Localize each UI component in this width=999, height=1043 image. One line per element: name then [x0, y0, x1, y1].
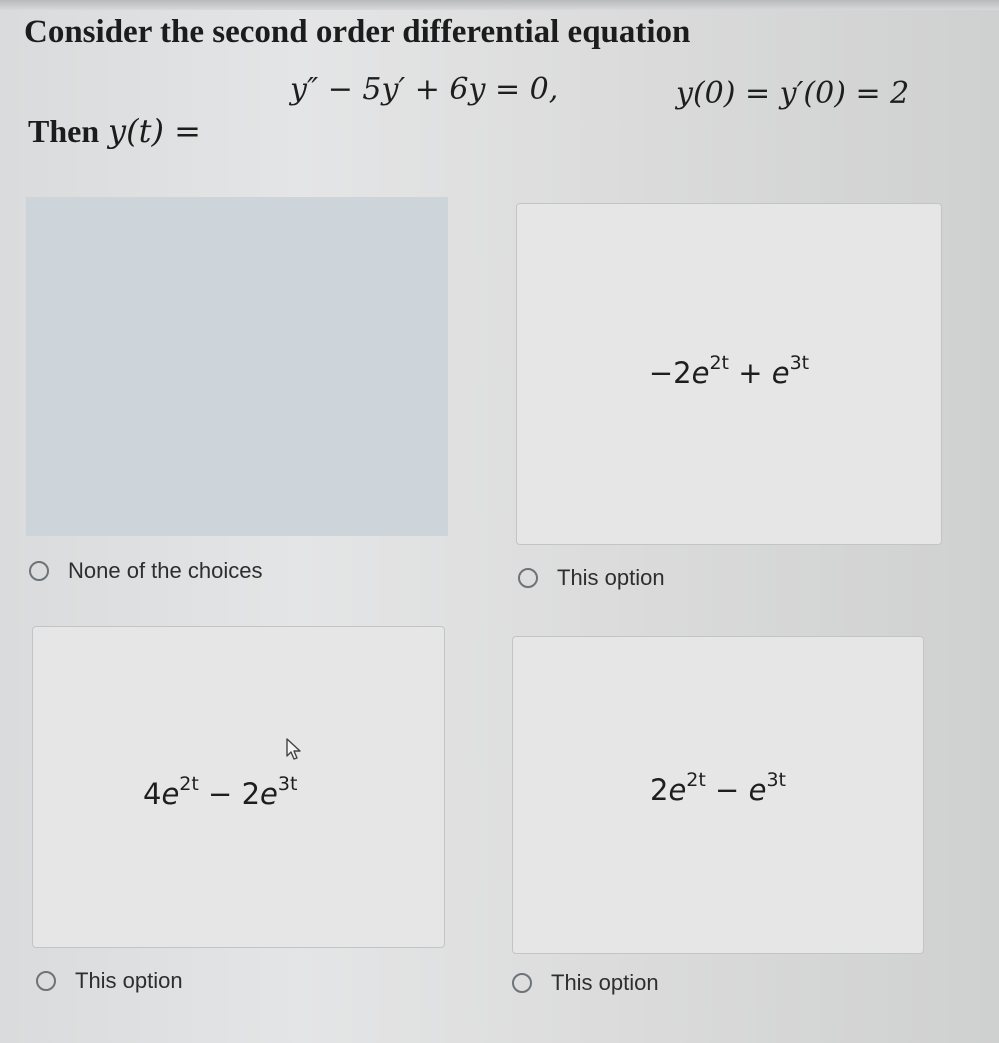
expr-base-1: e: [161, 777, 180, 811]
expr-operator: +: [729, 356, 772, 390]
expr-coef-1: 2: [650, 773, 669, 807]
expr-exp-2: 3t: [277, 773, 298, 795]
option-card-3[interactable]: [32, 626, 445, 948]
mouse-pointer-icon: [286, 738, 304, 762]
option-3[interactable]: [36, 968, 183, 994]
expr-exp-1: 2t: [179, 773, 199, 795]
radio-button-empty-icon[interactable]: [29, 561, 49, 581]
option-expression: [513, 769, 923, 807]
expr-exp-1: 2t: [709, 352, 729, 374]
radio-button-empty-icon[interactable]: [512, 973, 532, 993]
radio-button-empty-icon[interactable]: [36, 971, 56, 991]
option-card-none[interactable]: [26, 197, 448, 536]
option-label: This option: [557, 565, 665, 590]
expr-base-1: e: [691, 356, 710, 390]
expr-base-1: e: [668, 773, 687, 807]
option-4[interactable]: [512, 970, 659, 996]
radio-button-empty-icon[interactable]: [518, 568, 538, 588]
expr-exp-2: 3t: [789, 352, 810, 374]
differential-equation: y″ − 5y′ + 6y = 0,: [290, 72, 559, 107]
option-label: This option: [75, 968, 183, 993]
top-edge: [0, 0, 999, 10]
question-prompt: [28, 112, 201, 150]
option-card-2[interactable]: [516, 203, 942, 545]
option-expression: [143, 773, 444, 811]
expr-base-2: e: [771, 356, 790, 390]
expr-base-2: e: [260, 777, 278, 811]
expr-coef-1: 4: [143, 777, 162, 811]
expr-coef-1: −2: [648, 356, 692, 390]
option-none[interactable]: [29, 558, 262, 584]
prompt-expression: y(t) =: [108, 112, 201, 150]
question-intro: Consider the second order differential equation: [24, 14, 691, 50]
option-card-4[interactable]: [512, 636, 924, 954]
expr-exp-1: 2t: [686, 769, 706, 791]
option-label: None of the choices: [68, 558, 263, 583]
option-label: This option: [551, 970, 659, 995]
expr-coef-2: 2: [241, 777, 261, 811]
initial-conditions: y(0) = y′(0) = 2: [676, 76, 910, 111]
expr-operator: −: [705, 773, 749, 807]
expr-operator: −: [198, 777, 242, 811]
expr-base-2: e: [748, 773, 767, 807]
option-2[interactable]: [518, 565, 665, 591]
prompt-word: Then: [28, 113, 100, 149]
expr-exp-2: 3t: [766, 769, 786, 791]
option-expression: [517, 352, 941, 390]
